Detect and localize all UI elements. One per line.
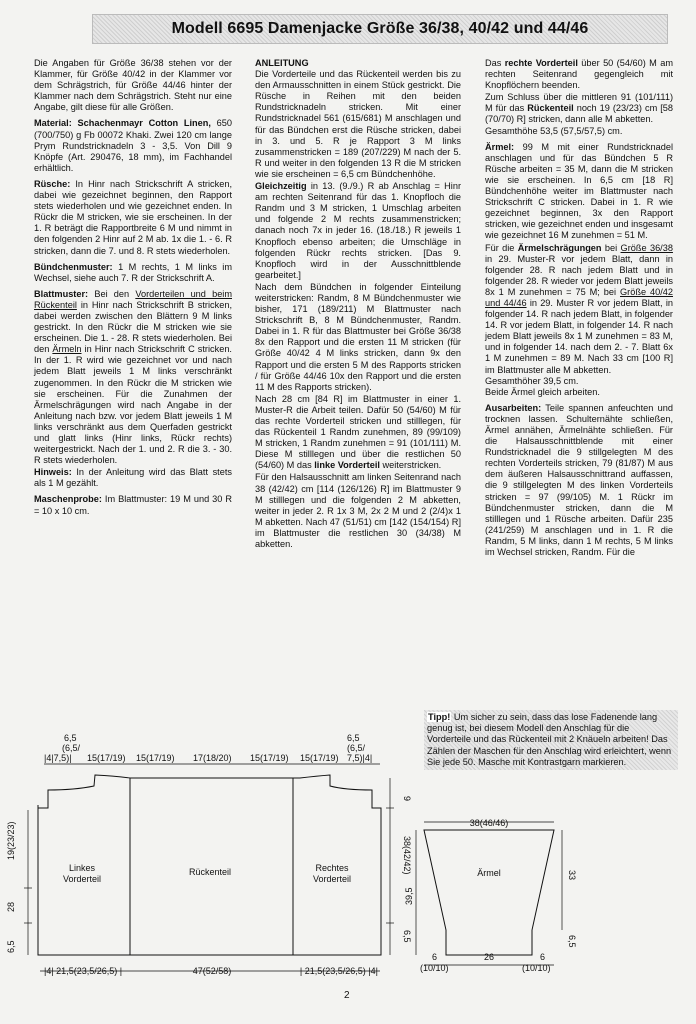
gleichzeitig-section (255, 181, 461, 281)
sch-size-2: Größe 40/42 und 44/46 (485, 286, 673, 308)
rueckenteil-section (485, 92, 673, 136)
sleeve-bottom-left-b: (10/10) (420, 963, 449, 973)
tip-label: Tipp! (428, 712, 451, 722)
aermel-text: 99 M mit einer Rundstricknadel anschlagen und für das Bündchen 5 R Rüsche arbeiten = 35 M, dann die M stricken wie sie erscheinen. In 6,5 cm [18 R] Bündchenhöhe weiter im Blattmuster nach Strickschrift C stricken. Dabei in 1. R wie gezeichnet beginnen, 3x den Rapport stricken, wie gezeichnet enden und insgesamt wie gezeichnet 16 M zunehmen = 51 M. (485, 141, 673, 241)
blatt-label: Blattmuster: (34, 288, 89, 299)
sch-text-a: Für die (485, 242, 515, 253)
ruesche-label: Rüsche: (34, 178, 71, 189)
dim-top-right-b: (6,5/ (347, 743, 366, 753)
dim-right-38: 38(42/42) (402, 836, 412, 875)
ruesche-text: In Hinr nach Strickschrift A stricken, dabei wie gezeichnet beginnen, den Rapport stets wiederholen und wie gezeichnet enden. In Rückr die M stricken, wie sie erscheinen. In der 1. R beträgt die Rapportbreite 6 M und nimmt in den folgenden 2 Hinr auf 2 M ab. 1x die 1. - 6. R stricken, dann die 7. und 8. R stets wiederholen. (34, 178, 232, 256)
page-number: 2 (344, 990, 350, 1001)
aermel-label: Ärmel: (485, 141, 515, 152)
rv-label: rechte Vorderteil (504, 58, 578, 68)
sch-gesamthoehe: Gesamthöher 39,5 cm. (485, 375, 579, 386)
dim-left-65: 6,5 (6, 940, 16, 953)
material-section (34, 118, 232, 173)
hinweis-section (34, 467, 232, 489)
rt-text-c: noch 19 (23/23) cm [58 (70/70) R] stricken, dann alle M abketten. (485, 103, 673, 125)
teilung-text-c: weiterstricken. (382, 460, 442, 471)
dim-left-28: 28 (6, 901, 16, 912)
dim-top-seg-4: 15(17/19) (250, 753, 289, 763)
rt-gesamthoehe: Gesamthöhe 53,5 (57,5/57,5) cm. (485, 125, 623, 136)
intro-text: Die Angaben für Größe 36/38 stehen vor der Klammer, für Größe 40/42 in der Klammer vor dem Schrägstrich, für Größe 44/46 hinter der Klammer nach dem Schrägstrich. Steht nur eine Angabe, gilt diese für alle Größen. (34, 58, 232, 113)
dim-right-9: 9 (402, 796, 412, 802)
sch-label: Ärmelschrägungen (517, 242, 602, 253)
label-linkes-vorderteil: Vorderteil (62, 874, 102, 884)
sleeve-height-33: 33 (567, 870, 577, 881)
rv-text-a: Das (485, 58, 502, 68)
anleitung-heading: ANLEITUNG (255, 58, 309, 68)
ruesche-section (34, 179, 232, 257)
dim-top-left-a: 6,5 (64, 733, 77, 743)
label-linkes: Linkes (68, 863, 96, 873)
blatt-underline-1: Vorderteilen und beim Rückenteil (34, 288, 232, 310)
halsausschnitt-text: Für den Halsausschnitt am linken Seitenrand nach 38 (42/42) cm [114 (126/126) R] im Blattmuster 9 M stilllegen und die folgenden 2 M abketten, weiter in jeder 2. R 1x 3 M, 2x 2 M und 2 (2/4)x 1 M abketten. Nach 47 (51/51) cm [142 (154/154) R] im Blattmuster die restlichen 30 (34/38) M abketten. (255, 472, 461, 550)
blatt-underline-2: Ärmeln (52, 344, 82, 355)
blatt-text-3: in Hinr nach Strickschrift C stricken. In der 1. R wird wie gezeichnet vor und nach jedem Blatt jeweils 1 M links verschränkt zugenommen. In den Rückr die M stricken wie sie erscheinen. Für die Zunahmen der Ärmelschrägungen wird nach Angabe in der Anleitung nach bzw. vor jedem Blatt jeweils 1 M links verschränkt aus dem Querfaden gestrickt und glatt links (Hinr links, Rückr rechts) weitergestrickt. Nach der 1. und 2. R die 3. - 30. R stets wiederholen. (34, 344, 232, 466)
dim-bottom-right: | 21,5(23,5/26,5) |4| (299, 966, 378, 976)
aermel-section (485, 142, 673, 242)
sleeve-label: Ärmel (477, 868, 501, 878)
sleeve-bottom-right: 6 (540, 952, 546, 962)
dim-top-seg-1: 15(17/19) (87, 753, 126, 763)
blatt-section (34, 289, 232, 467)
teilung-text-a: Nach 28 cm [84 R] im Blattmuster in einer 1. Muster-R die Arbeit teilen. Dafür 50 (54/60) M für das rechte Vorderteil stricken und stilllegen, für das Rückenteil 1 Randm zunehmen, 89 (99/109) M stricken, 1 Randm zunehmen = 91 (101/111) M. Diese M stilllegen und über die restlichen 50 (54/60) M das (255, 393, 461, 471)
label-rueckenteil: Rückenteil (188, 867, 232, 877)
buendchen-text: 1 M rechts, 1 M links im Wechsel, siehe auch 7. R der Strickschrift A. (34, 261, 232, 283)
column-1 (34, 58, 232, 522)
gleichzeitig-label: Gleichzeitig (255, 181, 307, 192)
rechtes-vorderteil-section (485, 58, 673, 91)
ausarbeiten-text: Teile spannen anfeuchten und trocknen lassen. Schulternähte schließen, Ärmel annähen, Ärmelnähte schließen. Für die Halsausschnittblende mit einer Rundstricknadel die 9 stillgelegten M des rechten Vorderteils stricken, 79 (81/87) M aus dem äußeren Halsausschnittrand auffassen, die 9 stillgelegten M des linken Vorderteils stricken = 97 (99/105) M. 1 Rückr im Bündchenmuster stricken, dann die M stilllegen und 1 Rüsche arbeiten. Dafür 235 (241/259) M anschlagen und in 1. R die Randm, 5 M links, dann 1 M rechts, 5 M links im Wechsel stricken, Randm. Für die (485, 402, 673, 558)
material-text: 650 (700/750) g Fb 00072 Khaki. Zwei 120 cm lange Prym Rundstricknadeln 3 - 3,5. Von Dill 9 Knöpfe (Art. 290476, 18 mm), im Fachhandel erhältlich. (34, 118, 232, 173)
blatt-text-1: Bei den (94, 288, 130, 299)
ausarbeiten-label: Ausarbeiten: (485, 402, 542, 413)
dim-top-right-a: 6,5 (347, 733, 360, 743)
maschenprobe-section (34, 494, 232, 516)
sch-size-1: Größe 36/38 (620, 242, 673, 253)
hinweis-text: In der Anleitung wird das Blatt stets als 1 M gezählt. (34, 467, 232, 489)
anleitung-section (255, 58, 461, 180)
sleeve-schematic (404, 810, 584, 975)
dim-top-seg-3: 17(18/20) (193, 753, 232, 763)
anleitung-text-1: Die Vorderteile und das Rückenteil werden bis zu den Armausschnitten in einem Stück gestrickt. Die Rüsche in Reihen mit den beiden Rundstricknadeln stricken. Mit einer Rundstricknadel 561 (615/681) M anschlagen und für das Bündchen erst die Rüsche stricken, dabei in 3. und 5. R je Rapport 3 M links zusammenstricken = 189 (207/229) M nach der 5. R und weiter in den folgenden 13 R die M stricken wie sie erscheinen = 6,5 cm Bündchenhöhe. (255, 69, 461, 179)
label-rechtes: Rechtes (315, 863, 349, 873)
dim-top-right-c: 7,5)|4| (347, 753, 373, 763)
dim-right-65: 6,5 (402, 930, 412, 943)
sleeve-height-total: 39,5 (404, 887, 414, 905)
sleeve-height-65: 6,5 (567, 935, 577, 948)
column-3 (485, 58, 673, 563)
dim-bottom-left: |4| 21,5(23,5/26,5) | (44, 966, 123, 976)
sch-beide-aermel: Beide Ärmel gleich arbeiten. (485, 386, 600, 397)
blatt-text-2: in Hinr nach Strickschrift B stricken, dabei werden zwischen den Blättern 9 M links gestrickt. In den Rückr die M stricken wie sie erscheinen. Die 1. - 28. R stets wiederholen. Bei den (34, 299, 232, 355)
dim-top-seg-2: 15(17/19) (136, 753, 175, 763)
dim-top-seg-5: 15(17/19) (300, 753, 339, 763)
gleichzeitig-text: in 13. (9./9.) R ab Anschlag = Hinr am rechten Seitenrand für das 1. Knopfloch die Randm und 3 M stricken, 1 Umschlag arbeiten und folgende 2 M rechts zusammenstricken; danach noch 7x in jeder 16. (18./18.) R jeweils 1 Knopfloch ebenso arbeiten; die Umschläge in folgenden Rückr rechts stricken. [Das 9. Knopfloch wird in der Ausschnittblende gearbeitet.] (255, 181, 462, 280)
body-schematic (0, 730, 420, 980)
schraegungen-section (485, 243, 673, 398)
dim-bottom-middle: 47(52/58) (192, 966, 232, 976)
sch-text-c: bei (604, 242, 618, 253)
buendchen-label: Bündchenmuster: (34, 261, 113, 272)
maschenprobe-text: Im Blattmuster: 19 M und 30 R = 10 x 10 cm. (34, 494, 233, 516)
teilung-section (255, 394, 461, 472)
rv-text-c: über 50 (54/60) M am rechten Seitenrand gegengleich mit Knopflöchern beenden. (485, 58, 673, 91)
sleeve-width-top: 38(46/46) (469, 818, 509, 828)
label-rechtes-vorderteil: Vorderteil (312, 874, 352, 884)
dim-left-19: 19(23/23) (6, 821, 16, 860)
material-label: Material: Schachenmayr Cotton Linen, (34, 118, 211, 129)
page-title: Modell 6695 Damenjacke Größe 36/38, 40/42 und 44/46 (171, 20, 589, 37)
column-2 (255, 58, 461, 555)
tip-box (424, 710, 678, 770)
hinweis-label: Hinweis: (34, 467, 72, 478)
sleeve-bottom-middle: 26 (483, 952, 495, 962)
einteilung-text: Nach dem Bündchen in folgender Einteilung weiterstricken: Randm, 8 M Bündchenmuster wie bisher, 171 (189/211) M Blattmuster nach Strickschrift B, 8 M Bündchenmuster, Randm. Dabei in 1. R für das Blattmuster bei Größe 36/38 8x den Rapport und die ersten 11 M stricken (für Größe 40/42 4 M links stricken, dann 9x den Rapport und die ersten 5 M des Rapports stricken / für Größe 44/46 10x den Rapport und die ersten 11 M des Rapports stricken). (255, 281, 461, 392)
dim-top-left-b: (6,5/ (62, 743, 81, 753)
sleeve-bottom-left: 6 (432, 952, 438, 962)
title-banner (92, 14, 668, 44)
buendchen-section (34, 262, 232, 284)
linkes-vorderteil-label: linke Vorderteil (314, 460, 380, 471)
maschenprobe-label: Maschenprobe: (34, 494, 102, 505)
rt-label: Rückenteil (527, 103, 574, 114)
rt-text-a: Zum Schluss über die mittleren 91 (101/111) M für das (485, 92, 673, 114)
sleeve-outline (424, 830, 554, 955)
sch-text-e: in 29. Muster R vor jedem Blatt, in folgender 14. R nach jedem Blatt, in folgender 14. R vor jedem Blatt, in folgender 14. R nach jedem Blatt jeweils 8x 1 M zunehmen = 83 M, und in folgender 14. nach dem 2. - 7. Blatt 6x 1 M zunehmen = 89 M. Nach 33 cm [100 R] im Blattmuster alle M abketten. (485, 297, 673, 375)
dim-top-left-c: |4|7,5)| (44, 753, 72, 763)
sleeve-bottom-right-b: (10/10) (522, 963, 551, 973)
ausarbeiten-section (485, 403, 673, 558)
tip-text: Um sicher zu sein, dass das lose Fadenende lang genug ist, bei diesem Modell den Anschlag für die Vorderteile und das Rückenteil mit 2 Knäueln arbeiten! Das Zählen der Maschen für den Anschlag wird erleichtert, wenn Sie jede 50. Masche mit Kontrastgarn markieren. (427, 712, 672, 767)
sch-text-d: in 29. Muster-R vor jedem Blatt, dann in folgender 28. R nach jedem Blatt und in folgender 28. R wieder vor jedem Blatt jeweils 8x 1 M zunehmen = 75 M; bei (485, 253, 673, 297)
